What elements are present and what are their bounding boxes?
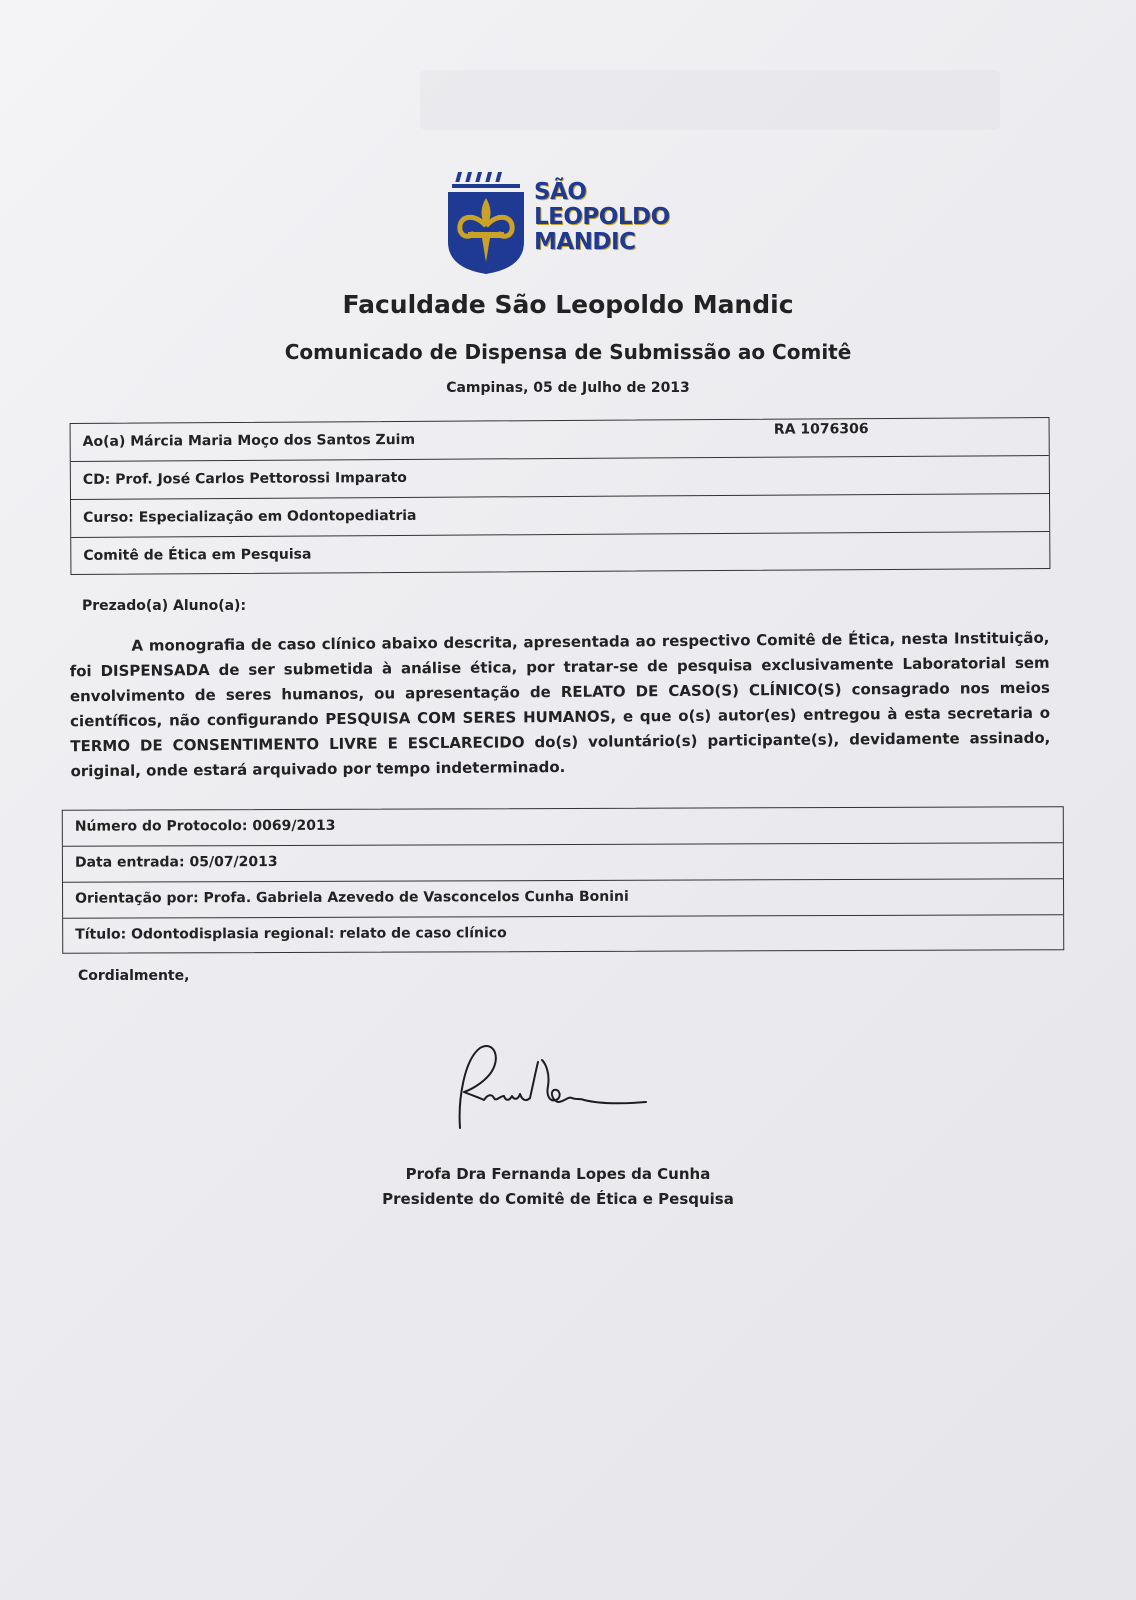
protocol-table bbox=[62, 806, 1064, 953]
recipient-name: Ao(a) Márcia Maria Moço dos Santos Zuim bbox=[82, 431, 416, 450]
signer-role: Presidente do Comitê de Ética e Pesquisa bbox=[382, 1190, 734, 1208]
advisor-row bbox=[63, 879, 1063, 918]
student-ra: RA 1076306 bbox=[773, 421, 869, 438]
advisor-name: Orientação por: Profa. Gabriela Azevedo de Vasconcelos Cunha Bonini bbox=[75, 888, 629, 907]
closing: Cordialmente, bbox=[78, 968, 190, 984]
institution-logo bbox=[444, 172, 684, 280]
logo-line-2: LEOPOLDO bbox=[534, 204, 670, 230]
institution-name: Faculdade São Leopoldo Mandic bbox=[342, 290, 794, 319]
committee-row bbox=[71, 532, 1049, 576]
logo-line-1: SÃO bbox=[534, 179, 587, 205]
title-row bbox=[63, 915, 1063, 954]
recipient-table bbox=[70, 417, 1051, 575]
monograph-title: Título: Odontodisplasia regional: relato de caso clínico bbox=[75, 925, 507, 943]
cd-name: CD: Prof. José Carlos Pettorossi Imparato bbox=[82, 469, 407, 488]
committee-name: Comitê de Ética em Pesquisa bbox=[83, 546, 312, 564]
entry-date-row bbox=[63, 843, 1063, 882]
body-paragraph: A monografia de caso clínico abaixo descrita, apresentada ao respectivo Comitê de Ética, nesta Instituição, foi DISPENSADA de ser submetida à análise ética, por tratar-se de pesquisa exclusivamente Laboratorial sem envolvimento de seres humanos, ou apresentação de RELATO DE CASO(S) CLÍNICO(S) consagrado nos meios científicos, não configurando PESQUISA COM SERES HUMANOS, e que o(s) autor(es) entregou à esta secretaria o TERMO DE CONSENTIMENTO LIVRE E ESCLARECIDO do(s) voluntário(s) participante(s), devidamente assinado, original, onde estará arquivado por tempo indeterminado. bbox=[69, 628, 1051, 781]
course-row bbox=[71, 494, 1049, 538]
course-name: Curso: Especialização em Odontopediatria bbox=[83, 507, 417, 526]
fleur-de-lis-shield-icon bbox=[444, 172, 528, 276]
place-date: Campinas, 05 de Julho de 2013 bbox=[446, 380, 690, 396]
signer-name: Profa Dra Fernanda Lopes da Cunha bbox=[405, 1165, 711, 1183]
bleed-through-shadow bbox=[420, 70, 1000, 130]
protocol-row bbox=[63, 807, 1063, 846]
logo-line-3: MANDIC bbox=[534, 229, 636, 255]
recipient-row bbox=[71, 418, 1049, 462]
entry-date: Data entrada: 05/07/2013 bbox=[74, 853, 278, 871]
logo-wordmark bbox=[534, 180, 670, 255]
document-title: Comunicado de Dispensa de Submissão ao Comitê bbox=[284, 340, 852, 364]
protocol-number: Número do Protocolo: 0069/2013 bbox=[74, 817, 336, 835]
cd-row bbox=[71, 456, 1049, 500]
greeting: Prezado(a) Aluno(a): bbox=[82, 598, 247, 614]
handwritten-signature bbox=[450, 1040, 660, 1140]
